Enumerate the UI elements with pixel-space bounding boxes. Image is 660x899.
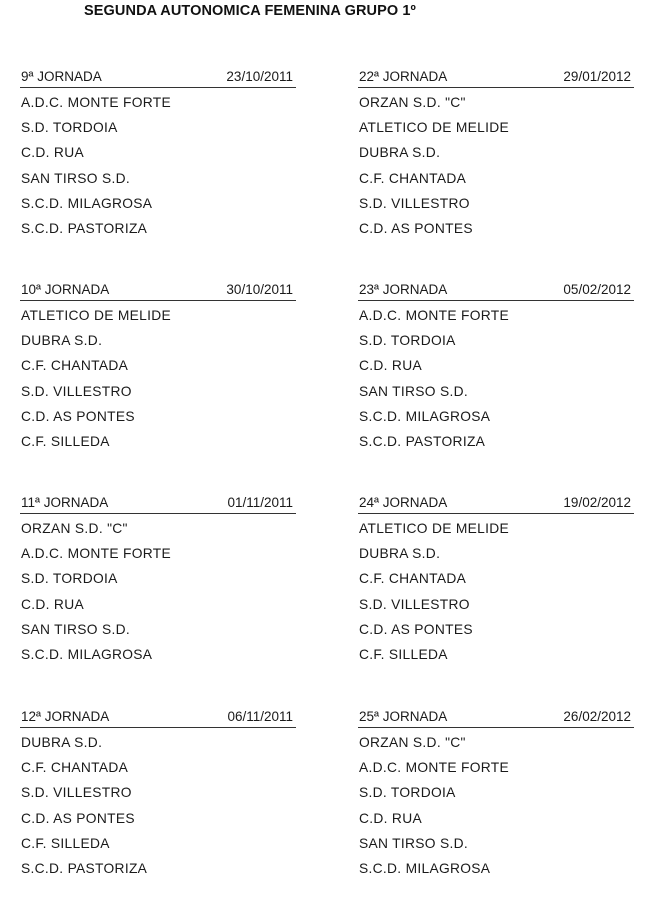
team-name: DUBRA S.D. — [359, 546, 441, 562]
team-name: S.C.D. PASTORIZA — [21, 220, 148, 236]
team-name: SAN TIRSO S.D. — [21, 170, 130, 186]
team-name: SAN TIRSO S.D. — [359, 835, 468, 851]
team-list — [358, 516, 634, 667]
team-name: S.D. VILLESTRO — [21, 785, 132, 801]
team-list — [20, 516, 296, 667]
jornada-block — [358, 66, 634, 241]
team-name: SAN TIRSO S.D. — [21, 621, 130, 637]
jornada-block — [358, 279, 634, 454]
jornada-label: 10ª JORNADA — [21, 282, 110, 297]
jornada-date: 01/11/2011 — [227, 495, 293, 510]
jornada-block — [358, 492, 634, 667]
team-name: C.F. SILLEDA — [359, 646, 448, 662]
jornada-date: 23/10/2011 — [226, 69, 293, 84]
page-title: SEGUNDA AUTONOMICA FEMENINA GRUPO 1º — [84, 3, 416, 19]
team-name: S.D. TORDOIA — [359, 785, 456, 801]
team-name: DUBRA S.D. — [359, 145, 441, 161]
jornada-block — [20, 66, 296, 241]
jornada-block — [20, 706, 296, 881]
team-list — [20, 730, 296, 881]
jornada-header — [20, 66, 296, 88]
team-name: ORZAN S.D. "C" — [359, 95, 466, 110]
team-name: C.D. RUA — [359, 810, 422, 826]
team-list — [358, 90, 634, 241]
team-name: ATLETICO DE MELIDE — [359, 120, 510, 136]
team-name: C.D. AS PONTES — [359, 220, 473, 236]
jornada-label: 11ª JORNADA — [21, 495, 109, 510]
team-name: S.C.D. PASTORIZA — [21, 860, 148, 876]
team-name: C.D. AS PONTES — [359, 621, 473, 637]
jornada-date: 29/01/2012 — [563, 69, 631, 84]
jornada-label: 25ª JORNADA — [359, 709, 448, 724]
team-name: S.D. VILLESTRO — [359, 195, 470, 211]
team-name: S.D. TORDOIA — [21, 571, 118, 587]
jornada-label: 23ª JORNADA — [359, 282, 448, 297]
team-name: C.D. AS PONTES — [21, 408, 135, 424]
jornada-header — [358, 66, 634, 88]
team-name: DUBRA S.D. — [21, 735, 103, 750]
jornada-header — [358, 492, 634, 514]
team-name: S.C.D. MILAGROSA — [21, 195, 153, 211]
team-name: SAN TIRSO S.D. — [359, 383, 468, 399]
jornada-header — [20, 706, 296, 728]
team-name: S.C.D. MILAGROSA — [21, 646, 153, 662]
jornada-date: 26/02/2012 — [563, 709, 631, 724]
team-name: ATLETICO DE MELIDE — [359, 521, 510, 536]
team-name: S.D. TORDOIA — [21, 120, 118, 136]
team-name: C.F. SILLEDA — [21, 835, 110, 851]
jornada-date: 19/02/2012 — [563, 495, 631, 510]
team-name: A.D.C. MONTE FORTE — [21, 95, 172, 110]
jornada-label: 9ª JORNADA — [21, 69, 102, 84]
jornada-header — [20, 492, 296, 514]
jornada-block — [20, 492, 296, 667]
jornada-header — [358, 279, 634, 301]
team-list — [20, 303, 296, 454]
jornada-date: 06/11/2011 — [227, 709, 293, 724]
jornada-date: 05/02/2012 — [563, 282, 631, 297]
jornada-label: 22ª JORNADA — [359, 69, 448, 84]
team-name: C.D. RUA — [359, 358, 422, 374]
team-name: C.F. CHANTADA — [359, 170, 467, 186]
team-name: C.F. CHANTADA — [21, 358, 129, 374]
team-list — [20, 90, 296, 241]
team-list — [358, 303, 634, 454]
team-name: DUBRA S.D. — [21, 333, 103, 349]
jornada-block — [358, 706, 634, 881]
team-name: A.D.C. MONTE FORTE — [359, 760, 510, 776]
jornada-block — [20, 279, 296, 454]
team-name: A.D.C. MONTE FORTE — [359, 308, 510, 323]
team-name: C.D. RUA — [21, 596, 84, 612]
team-name: A.D.C. MONTE FORTE — [21, 546, 172, 562]
team-name: ORZAN S.D. "C" — [21, 521, 128, 536]
team-name: S.C.D. PASTORIZA — [359, 433, 486, 449]
team-name: S.C.D. MILAGROSA — [359, 408, 491, 424]
team-list — [358, 730, 634, 881]
team-name: S.D. VILLESTRO — [359, 596, 470, 612]
team-name: S.D. TORDOIA — [359, 333, 456, 349]
jornada-header — [358, 706, 634, 728]
team-name: ATLETICO DE MELIDE — [21, 308, 172, 323]
team-name: C.F. CHANTADA — [359, 571, 467, 587]
team-name: C.F. SILLEDA — [21, 433, 110, 449]
team-name: C.F. CHANTADA — [21, 760, 129, 776]
team-name: C.D. AS PONTES — [21, 810, 135, 826]
team-name: ORZAN S.D. "C" — [359, 735, 466, 750]
jornada-date: 30/10/2011 — [226, 282, 293, 297]
team-name: C.D. RUA — [21, 145, 84, 161]
jornada-label: 24ª JORNADA — [359, 495, 448, 510]
team-name: S.D. VILLESTRO — [21, 383, 132, 399]
jornada-label: 12ª JORNADA — [21, 709, 110, 724]
jornada-header — [20, 279, 296, 301]
team-name: S.C.D. MILAGROSA — [359, 860, 491, 876]
